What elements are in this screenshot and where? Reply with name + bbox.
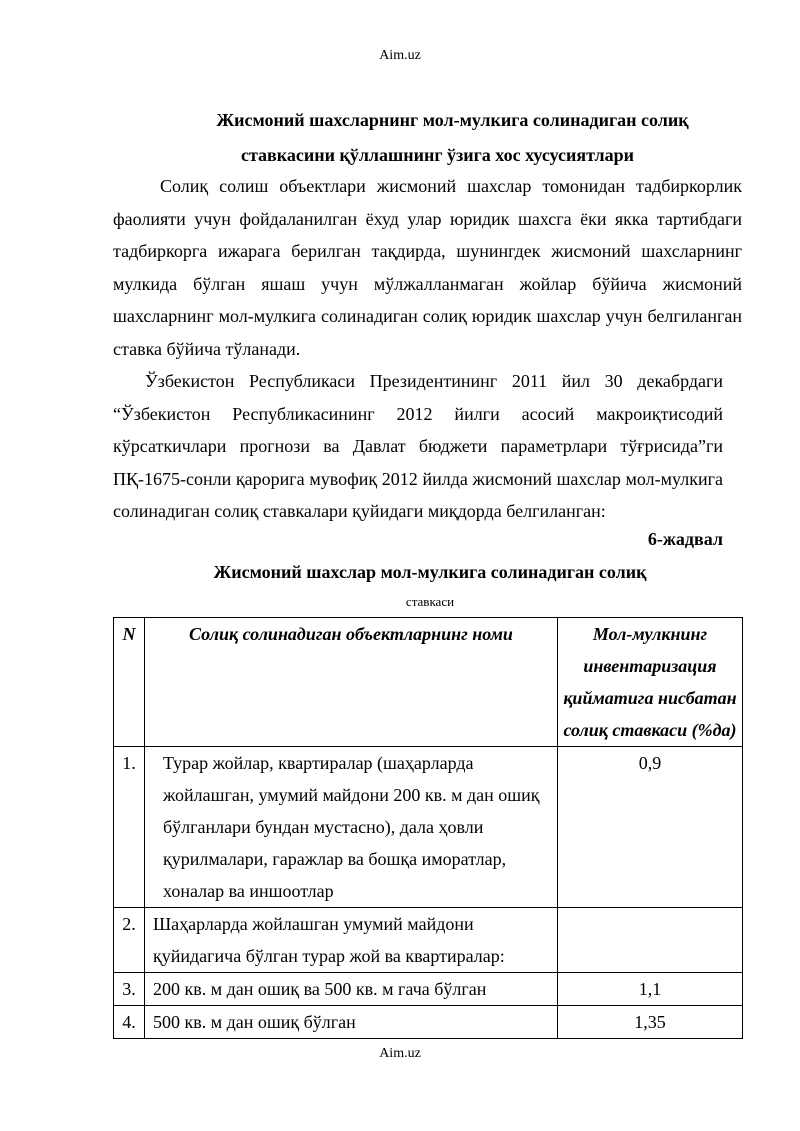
row-number: 2. [114,908,145,973]
paragraph-2: Ўзбекистон Республикаси Президентининг 2011 йил 30 декабрдаги “Ўзбекистон Республикасининг 2012 йилги асосий макроиқтисодий кўрсаткичлари прогнози ва Давлат бюджети параметрлари тўғрисида”ги ПҚ-1675-сонли қарорига мувофиқ 2012 йилда жисмоний шахслар мол-мулкига солинадиган солиқ ставкалари қуйидаги миқдорда белгиланган: [113,371,723,521]
row-number: 4. [114,1006,145,1039]
table-number: 6-жадвал [647,529,723,549]
paragraph-1: Солиқ солиш объектлари жисмоний шахслар томонидан тадбиркорлик фаолияти учун фойдаланилган ёхуд улар юридик шахсга ёки якка тартибдаги тадбиркорга ижарага берилган тақдирда, шунингдек жисмоний шахсларнинг мулкида бўлган яшаш учун мўлжалланмаган жойлар бўйича жисмоний шахсларнинг мол-мулкига солинадиган солиқ юридик шахслар учун белгиланган ставка бўйича тўланади. [113,176,742,359]
section-title-line-1: Жисмоний шахсларнинг мол-мулкига солинадиган солиқ [216,110,689,130]
page-header: Aim.uz [379,48,421,63]
row-number: 3. [114,973,145,1006]
row-tax-rate: 1,35 [558,1006,743,1039]
page-footer: Aim.uz [379,1046,421,1061]
row-tax-rate: 0,9 [558,747,743,908]
header-number: N [114,618,145,747]
header-tax-rate: Мол-мулкнинг инвентаризация қийматига нисбатан солиқ ставкаси (%да) [558,618,743,747]
table-row [114,973,743,1006]
table-header-row [114,618,743,747]
header-object-name: Солиқ солинадиган объектларнинг номи [145,618,558,747]
table-row [114,908,743,973]
row-tax-rate [558,908,743,973]
row-tax-rate: 1,1 [558,973,743,1006]
row-number: 1. [114,747,145,908]
row-object-name: 200 кв. м дан ошиқ ва 500 кв. м гача бўлган [145,973,558,1006]
table-row [114,747,743,908]
row-object-name: Турар жойлар, квартиралар (шаҳарларда жойлашган, умумий майдони 200 кв. м дан ошиқ бўлганлари бундан мустасно), дала ҳовли қурилмалари, гаражлар ва бошқа иморатлар, хоналар ва иншоотлар [145,747,558,908]
table-row [114,1006,743,1039]
row-object-name: 500 кв. м дан ошиқ бўлган [145,1006,558,1039]
table-title: Жисмоний шахслар мол-мулкига солинадиган солиқ [213,562,647,582]
tax-rates-table [113,617,743,1039]
section-title-line-2: ставкасини қўллашнинг ўзига хос хусусиятлари [240,145,635,165]
row-object-name: Шаҳарларда жойлашган умумий майдони қуйидагича бўлган турар жой ва квартиралар: [145,908,558,973]
table-subtitle: ставкаси [405,594,455,609]
